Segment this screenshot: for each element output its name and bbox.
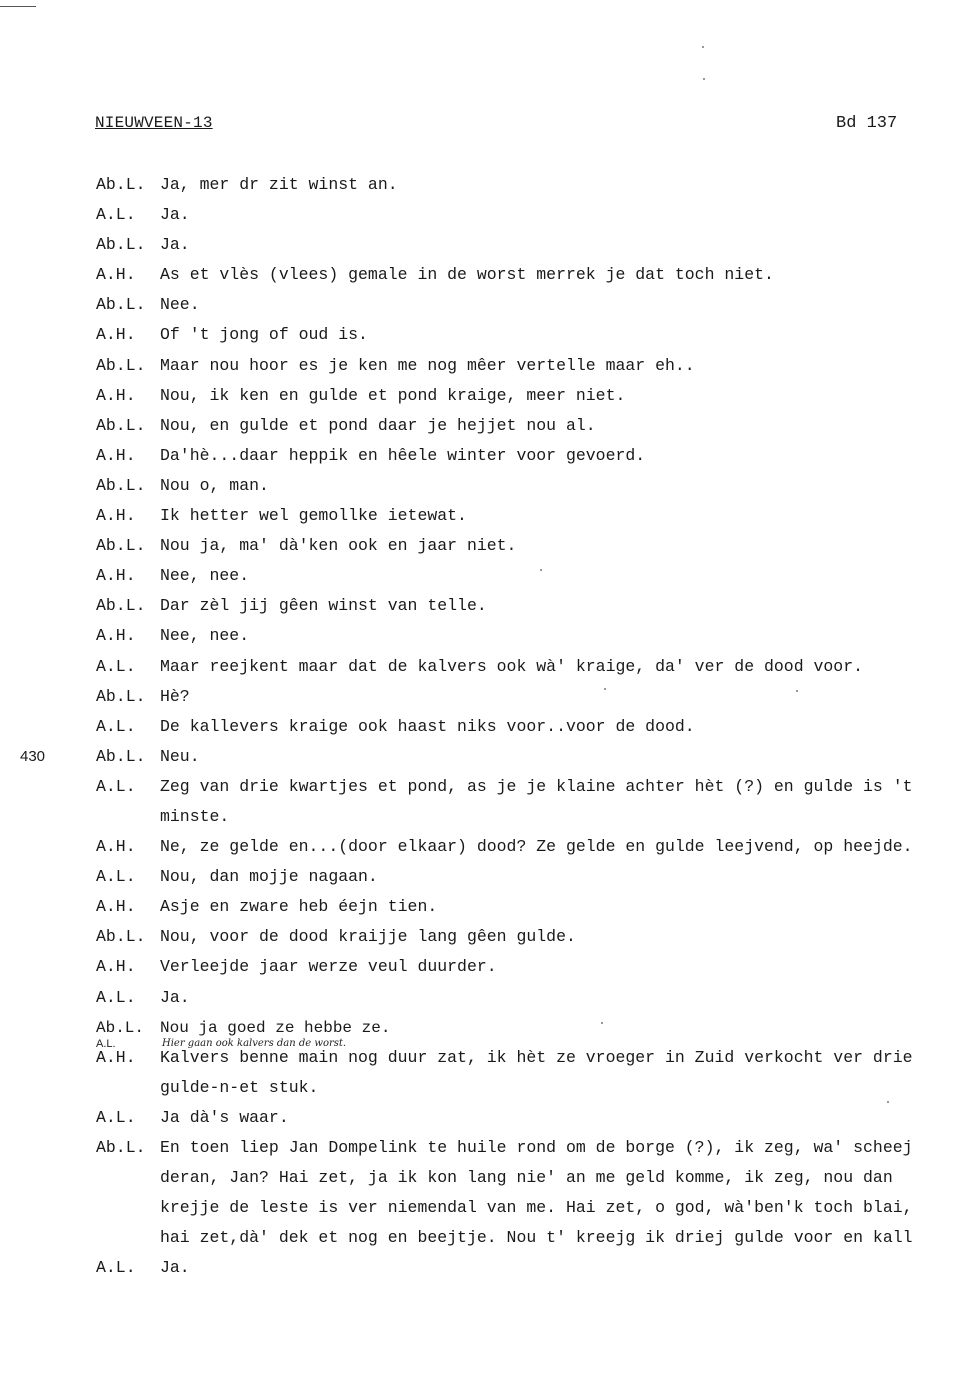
utterance: Of 't jong of oud is.: [160, 325, 368, 345]
utterance: En toen liep Jan Dompelink te huile rond om de borge (?), ik zeg, wa' scheej: [160, 1137, 913, 1157]
dialogue-line: [96, 1257, 960, 1287]
speaker-label: A.L.: [96, 776, 136, 796]
speaker-label: Ab.L.: [96, 1137, 146, 1157]
speaker-label: Ab.L.: [96, 596, 146, 616]
speaker-label: A.L.: [96, 987, 136, 1007]
dialogue-line: [96, 565, 960, 595]
speaker-label: A.H.: [96, 897, 136, 917]
speaker-label: A.L.: [96, 205, 136, 225]
dialogue-line: [96, 806, 960, 836]
utterance: Nee, nee.: [160, 626, 250, 646]
speaker-label: Ab.L.: [96, 475, 146, 495]
utterance: Maar reejkent maar dat de kalvers ook wà' kraige, da' ver de dood voor.: [160, 656, 864, 676]
dialogue-line: [96, 535, 960, 565]
speaker-label: A.H.: [96, 385, 136, 405]
utterance: Ja.: [160, 205, 190, 225]
speaker-label: Ab.L.: [96, 295, 146, 315]
speaker-label: A.H.: [96, 1047, 136, 1067]
handwritten-annotation: [0, 1038, 500, 1052]
scan-speck: [887, 1101, 889, 1103]
dialogue-line: [96, 926, 960, 956]
dialogue-line: [96, 505, 960, 535]
speaker-label: A.H.: [96, 626, 136, 646]
utterance: Ne, ze gelde en...(door elkaar) dood? Ze gelde en gulde leejvend, op heejde.: [160, 837, 913, 857]
utterance: Nee.: [160, 295, 200, 315]
speaker-label: A.H.: [96, 265, 136, 285]
utterance: Neu.: [160, 746, 200, 766]
dialogue-line: [96, 896, 960, 926]
utterance: Nou o, man.: [160, 475, 269, 495]
speaker-label: A.L.: [96, 867, 136, 887]
dialogue-line: [96, 625, 960, 655]
dialogue-line: [96, 656, 960, 686]
dialogue-line: [96, 1227, 960, 1257]
speaker-label: A.L.: [96, 1258, 136, 1278]
utterance: Zeg van drie kwartjes et pond, as je je klaine achter hèt (?) en gulde is 't: [160, 776, 913, 796]
utterance: Nou ja, ma' dà'ken ook en jaar niet.: [160, 536, 517, 556]
dialogue-line: [96, 204, 960, 234]
dialogue-line: [96, 1107, 960, 1137]
utterance: krejje de leste is ver niemendal van me. Hai zet, o god, wà'ben'k toch blai,: [160, 1198, 913, 1218]
speaker-label: Ab.L.: [96, 746, 146, 766]
utterance: Ja.: [160, 1258, 190, 1278]
speaker-label: A.H.: [96, 837, 136, 857]
speaker-label: A.H.: [96, 957, 136, 977]
utterance: Da'hè...daar heppik en hêele winter voor gevoerd.: [160, 445, 646, 465]
dialogue-line: [96, 324, 960, 354]
speaker-label: Ab.L.: [96, 536, 146, 556]
dialogue-line: [96, 1017, 960, 1035]
utterance: gulde-n-et stuk.: [160, 1077, 319, 1097]
speaker-label: Ab.L.: [96, 1018, 145, 1037]
scan-speck: [601, 1022, 603, 1024]
dialogue-line: [96, 716, 960, 746]
speaker-label: A.L.: [96, 716, 136, 736]
scan-speck: [703, 78, 705, 80]
dialogue-line: [96, 956, 960, 986]
scan-speck: [540, 569, 542, 571]
utterance: Ja.: [160, 235, 190, 255]
speaker-label: A.H.: [96, 506, 136, 526]
utterance: Dar zèl jij gêen winst van telle.: [160, 596, 487, 616]
speaker-label: Ab.L.: [96, 415, 146, 435]
scan-speck: [604, 688, 606, 690]
speaker-label: A.H.: [96, 445, 136, 465]
handwritten-speaker: A.L.: [96, 1038, 116, 1050]
utterance: Ik hetter wel gemollke ietewat.: [160, 506, 467, 526]
speaker-label: Ab.L.: [96, 927, 146, 947]
speaker-label: A.L.: [96, 1107, 136, 1127]
utterance: deran, Jan? Hai zet, ja ik kon lang nie' an me geld komme, ik zeg, nou dan: [160, 1168, 893, 1187]
utterance: Nou, dan mojje nagaan.: [160, 867, 378, 887]
scan-speck: [702, 46, 704, 48]
dialogue-line: [96, 987, 960, 1017]
utterance: Maar nou hoor es je ken me nog mêer vertelle maar eh..: [160, 355, 695, 375]
utterance: Nou, ik ken en gulde et pond kraige, meer niet.: [160, 385, 626, 405]
dialogue-line: [96, 234, 960, 264]
page-number: Bd 137: [836, 114, 898, 133]
utterance: Ja dà's waar.: [160, 1107, 289, 1127]
speaker-label: A.L.: [96, 656, 136, 676]
speaker-label: Ab.L.: [96, 235, 146, 255]
dialogue-line: [96, 1077, 960, 1107]
utterance: Ja.: [160, 987, 190, 1007]
utterance: hai zet,dà' dek et nog en beejtje. Nou t' kreejg ik driej gulde voor en kall: [160, 1228, 913, 1248]
dialogue-line: [96, 686, 960, 716]
dialogue-line: [96, 174, 960, 204]
dialogue-line: [96, 595, 960, 625]
speaker-label: Ab.L.: [96, 355, 146, 375]
dialogue-line: [96, 264, 960, 294]
dialogue-line: [96, 355, 960, 385]
speaker-label: A.H.: [96, 325, 136, 345]
scan-speck: [796, 690, 798, 692]
utterance: Asje en zware heb éejn tien.: [160, 897, 438, 917]
dialogue-line: [96, 385, 960, 415]
utterance: As et vlès (vlees) gemale in de worst merrek je dat toch niet.: [160, 265, 774, 285]
dialogue-line: [96, 415, 960, 445]
dialogue-line: [96, 1197, 960, 1227]
dialogue-line: [20, 746, 960, 776]
utterance: Nou, en gulde et pond daar je hejjet nou al.: [160, 415, 596, 435]
dialogue-line: [96, 836, 960, 866]
handwritten-text: Hier gaan ook kalvers dan de worst.: [162, 1038, 347, 1049]
utterance: Verleejde jaar werze veul duurder.: [160, 957, 497, 977]
utterance: Hè?: [160, 686, 190, 706]
margin-line-number: 430: [20, 747, 46, 765]
scan-edge-mark: [0, 6, 36, 7]
dialogue-line: [96, 475, 960, 505]
utterance: minste.: [160, 806, 230, 826]
dialogue-line: [96, 776, 960, 806]
document-title: NIEUWVEEN-13: [95, 114, 213, 132]
dialogue-line: [96, 294, 960, 324]
utterance: Kalvers benne main nog duur zat, ik hèt ze vroeger in Zuid verkocht ver drie: [160, 1047, 913, 1067]
dialogue-line: [96, 866, 960, 896]
speaker-label: Ab.L.: [96, 175, 146, 194]
utterance: Ja, mer dr zit winst an.: [160, 175, 398, 194]
utterance: Nou, voor de dood kraijje lang gêen gulde.: [160, 927, 576, 947]
utterance: Nou ja goed ze hebbe ze.: [160, 1018, 391, 1037]
utterance: De kallevers kraige ook haast niks voor..voor de dood.: [160, 716, 695, 736]
dialogue-line: [96, 1167, 960, 1197]
dialogue-line: [96, 1137, 960, 1167]
dialogue-line: [96, 445, 960, 475]
speaker-label: A.H.: [96, 566, 136, 586]
speaker-label: Ab.L.: [96, 686, 146, 706]
utterance: Nee, nee.: [160, 566, 250, 586]
dialogue-transcript: [20, 174, 960, 1287]
